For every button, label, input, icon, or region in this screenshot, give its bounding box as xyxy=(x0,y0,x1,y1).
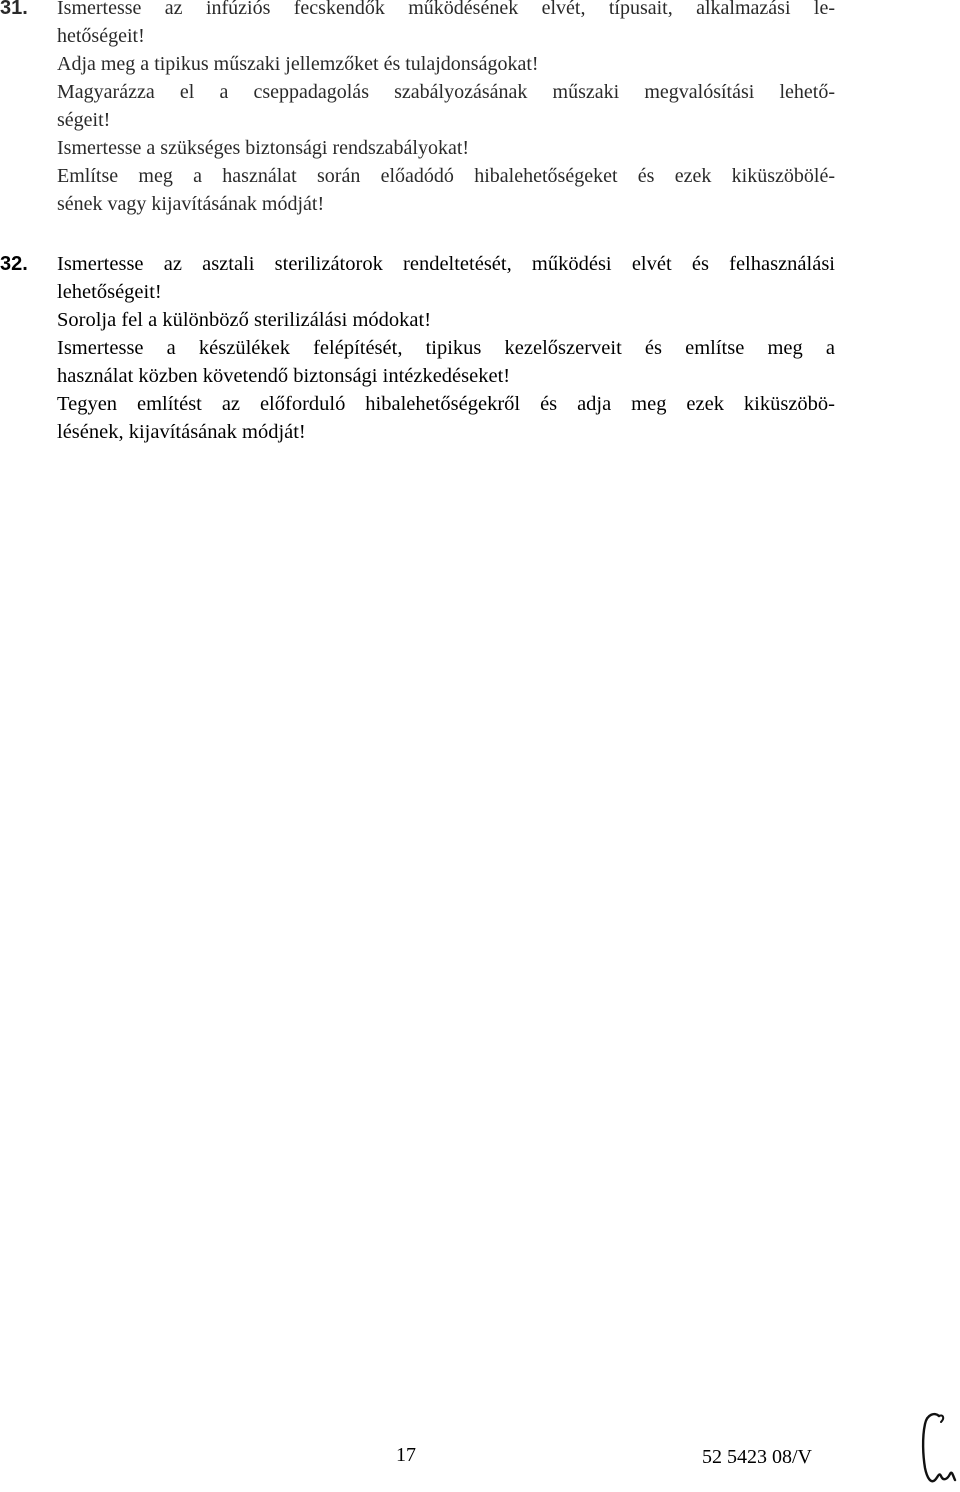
signature-icon xyxy=(917,1410,957,1490)
question-line: Ismertesse az asztali sterilizátorok rendeltetését, működési elvét és felhasználási xyxy=(57,253,835,275)
question-line: Ismertesse a készülékek felépítését, tipikus kezelőszerveit és említse meg a xyxy=(57,337,835,359)
question-text xyxy=(57,250,835,446)
question-line: Ismertesse az infúziós fecskendők működésének elvét, típusait, alkalmazási le- xyxy=(57,0,835,19)
question-line: Sorolja fel a különböző sterilizálási módokat! xyxy=(57,309,432,331)
page-number: 17 xyxy=(396,1444,416,1466)
question-line: Magyarázza el a cseppadagolás szabályozásának műszaki megvalósítási lehető- xyxy=(57,81,835,103)
question-line: lehetőségeit! xyxy=(57,281,162,303)
question-line: Említse meg a használat során előadódó hibalehetőségeket és ezek kiküszöbölé- xyxy=(57,165,835,187)
question-line: sének vagy kijavításának módját! xyxy=(57,193,325,215)
question-line: használat közben követendő biztonsági intézkedéseket! xyxy=(57,365,511,387)
question-number: 31. xyxy=(0,0,28,19)
question-line: hetőségeit! xyxy=(57,25,145,47)
question-line: Adja meg a tipikus műszaki jellemzőket és tulajdonságokat! xyxy=(57,53,539,75)
question-number: 32. xyxy=(0,253,28,275)
question-line: Tegyen említést az előforduló hibalehetőségekről és adja meg ezek kiküszöbö- xyxy=(57,393,835,415)
question-line: Ismertesse a szükséges biztonsági rendszabályokat! xyxy=(57,137,470,159)
question-text xyxy=(57,0,835,218)
question-line: ségeit! xyxy=(57,109,111,131)
question-line: lésének, kijavításának módját! xyxy=(57,421,306,443)
document-code: 52 5423 08/V xyxy=(702,1446,812,1468)
